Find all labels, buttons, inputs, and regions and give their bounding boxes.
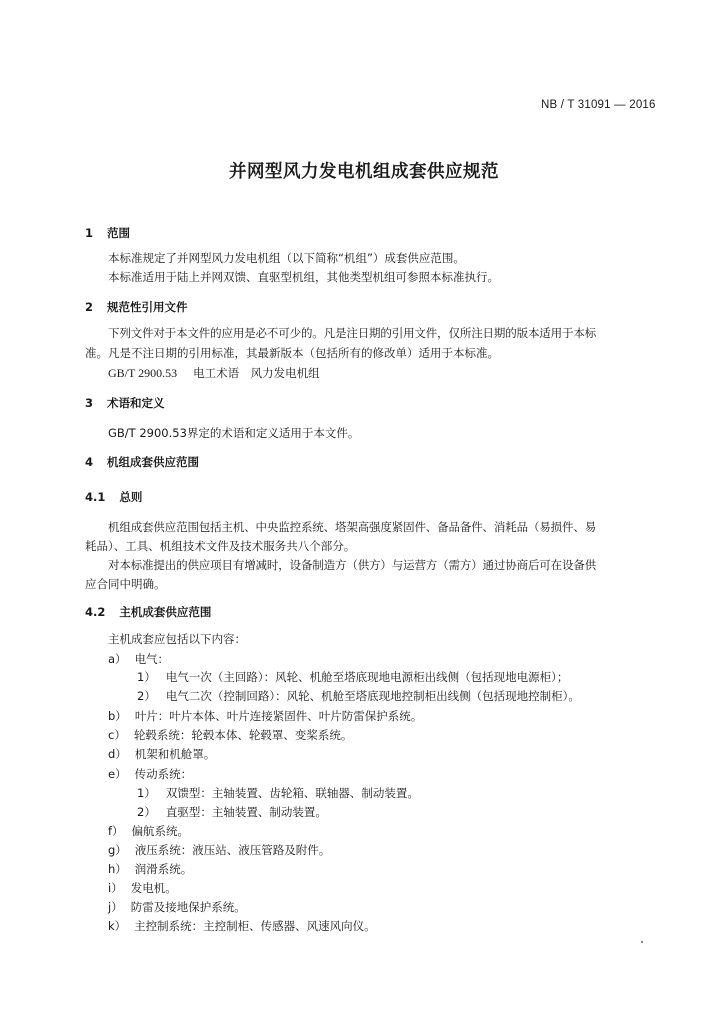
list-marker: 1） [137,670,156,684]
list-item [137,689,580,703]
list-marker: 2） [137,805,156,819]
list-item [137,805,327,819]
list-item-text: 液压系统：液压站、液压管路及附件。 [134,843,331,857]
list-marker: e） [108,767,127,781]
list-item-text: 主控制系统：主控制柜、传感器、风速风向仪。 [134,919,376,933]
section-4-heading [85,455,199,469]
list-item-text: 电气一次（主回路）：风轮、机舱至塔底现地电源柜出线侧（包括现地电源柜）； [165,670,569,684]
list-marker: j） [108,900,123,914]
list-item-text: 传动系统： [134,767,193,781]
list-marker: a） [108,652,127,666]
section-3-heading [85,396,165,410]
section-title: 术语和定义 [107,396,165,410]
list-marker: b） [108,709,127,723]
paragraph: 本标准规定了并网型风力发电机组（以下简称“机组”）成套供应范围。 [108,251,465,265]
list-marker: 1） [137,786,156,800]
paragraph: 准。凡是不注日期的引用标准，其最新版本（包括所有的修改单）适用于本标准。 [85,346,499,360]
reference-code: GB/T 2900.53 [108,366,178,380]
list-item-text: 偏航系统。 [131,824,190,838]
list-item-text: 直驱型：主轴装置、制动装置。 [165,805,327,819]
section-number: 4 [85,455,94,469]
list-item-text: 机架和机舱罩。 [134,747,216,761]
section-title: 主机成套供应范围 [119,605,212,619]
list-item-text: 轮毂系统：轮毂本体、轮毂罩、变桨系统。 [133,728,353,742]
list-item [108,900,246,914]
paragraph: 下列文件对于本文件的应用是必不可少的。凡是注日期的引用文件，仅所注日期的版本适用于本标 [108,326,597,340]
paragraph: 耗品）、工具、机组技术文件及技术服务共八个部分。 [85,539,356,553]
list-item [108,881,177,895]
list-marker: f） [108,824,124,838]
section-4-1-heading [85,490,142,504]
paragraph: 机组成套供应范围包括主机、中央监控系统、塔架高强度紧固件、备品备件、消耗品（易损件、易 [108,520,597,534]
paragraph: 应合同中明确。 [85,577,166,591]
list-item [137,670,568,684]
section-number: 2 [85,300,94,314]
section-number: 1 [85,226,94,240]
list-marker: d） [108,747,127,761]
list-marker: g） [108,843,127,857]
list-item [137,786,419,800]
list-marker: 2） [137,689,156,703]
paragraph: 对本标准提出的供应项目有增减时，设备制造方（供方）与运营方（需方）通过协商后可在设备供 [108,558,597,572]
list-item-text: 双馈型：主轴装置、齿轮箱、联轴器、制动装置。 [165,786,419,800]
list-item [108,843,330,857]
reference-title: 电工术语 风力发电机组 [193,366,320,380]
section-title: 规范性引用文件 [107,300,188,314]
section-1-heading [85,226,130,240]
list-item-text: 发电机。 [130,881,177,895]
list-marker: h） [108,862,127,876]
section-title: 总则 [119,490,143,504]
section-4-2-heading [85,605,211,619]
list-item-text: 电气二次（控制回路）：风轮、机舱至塔底现地控制柜出线侧（包括现地控制柜）。 [165,689,580,703]
list-marker: i） [108,881,123,895]
list-item [108,728,352,742]
list-item [108,767,192,781]
list-item [108,652,169,666]
section-2-heading [85,300,188,314]
list-item [108,919,376,933]
list-item-text: 叶片：叶片本体、叶片连接紧固件、叶片防雷保护系统。 [134,709,423,723]
section-number: 3 [85,396,94,410]
section-title: 范围 [107,226,131,240]
standard-number: NB / T 31091 — 2016 [541,99,656,111]
list-item [108,862,192,876]
list-item [108,747,215,761]
list-item-text: 润滑系统。 [134,862,193,876]
section-number: 4.1 [85,490,106,504]
list-intro: 主机成套应包括以下内容： [108,632,246,646]
list-marker: k） [108,919,127,933]
list-marker: c） [108,728,126,742]
paragraph: GB/T 2900.53界定的术语和定义适用于本文件。 [108,426,360,440]
list-item [108,824,189,838]
section-number: 4.2 [85,605,106,619]
list-item-text: 防雷及接地保护系统。 [130,900,246,914]
page-title: 并网型风力发电机组成套供应规范 [229,162,499,182]
list-item-text: 电气： [134,652,170,666]
section-title: 机组成套供应范围 [107,455,200,469]
list-item [108,709,422,723]
scan-speck [641,941,643,943]
normative-reference [108,366,320,380]
paragraph: 本标准适用于陆上并网双馈、直驱型机组，其他类型机组可参照本标准执行。 [108,270,499,284]
